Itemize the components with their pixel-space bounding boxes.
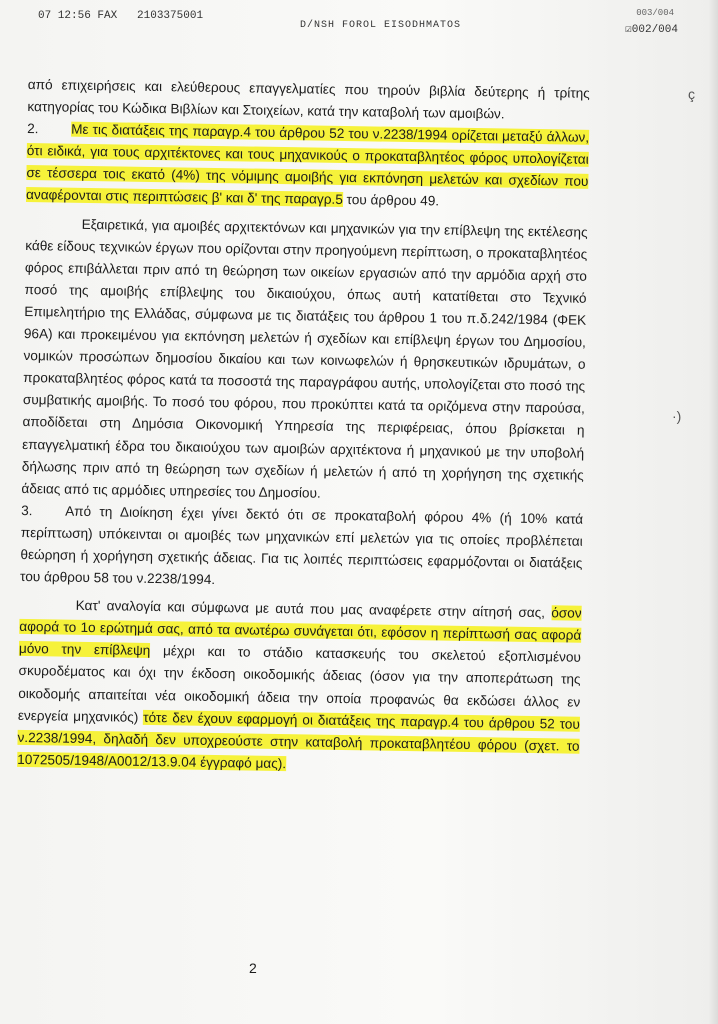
highlighted-text: Με τις διατάξεις της παραγρ.4 του άρθρου 52 του ν.2238/1994 ορίζεται μεταξύ άλλων, ότι ειδικά, για τους αρχιτέκτονες και τους μηχανικούς ο προκαταβλητέος φόρος υπολογίζεται σε τέσσερα τοις εκατό (4%) της νόμιμης αμοιβής για εκπόνηση μελετών και σχεδίων που αναφέρονται στις περιπτώσεις β' και δ' της παραγρ.5 bbox=[25, 121, 590, 208]
text-segment: Εξαιρετικά, για αμοιβές αρχιτεκτόνων και μηχανικών για την επίβλεψη της εκτέλεσης κάθε είδους τεχνικών έργων που ορίζονται στην προηγούμενη περίπτωση, ο προκαταβλητέος φόρος επιβάλλεται πριν από τη θεώρηση των οικείων εργασιών από την αρμόδια αρχή στο ποσό της αμοιβής επίβλεψης του δικαιούχου, όπως αυτή κατατίθεται στο Τεχνικό Επιμελητήριο της Ελλάδας, σύμφωνα με τις διατάξεις του άρθρου 1 του π.δ.242/1984 (ΦΕΚ 96Α) και προκειμένου για εκπόνηση μελετών ή σχεδίων και επίβλεψη έργων του Δημοσίου, νομικών προσώπων δημοσίου δικαίου και των κοινωφελών ή θρησκευτικών ιδρυμάτων, ο προκαταβλητέος φόρος κατά τα ποσοστά της παραγράφου αυτής, υπολογίζεται στο ποσό της συμβατικής αμοιβής. Το ποσό του φόρου, που προκύπτει κατά τα οριζόμενα στην παρούσα, αποδίδεται στη Δημόσια Οικονομική Υπηρεσία της περιφέρειας, όπου βρίσκεται η επαγγελματική έδρα του δικαιούχου των αμοιβών αρχιτέκτονα ή μηχανικού με την υποβολή δήλωσης πριν από τη θεώρηση των σχεδίων ή μελετών ή από τη χορήγηση της σχετικής άδειας από τις αρμόδιες υπηρεσίες του Δημοσίου. bbox=[21, 216, 588, 501]
fax-page-counter: ☑002/004 bbox=[625, 24, 678, 36]
fax-department: D/NSH FOROL EISODHMATOS bbox=[300, 20, 462, 31]
paragraph-number: 2. bbox=[27, 121, 39, 137]
margin-mark: ç bbox=[688, 86, 695, 102]
paragraph bbox=[21, 213, 587, 509]
fax-number: 2103375001 bbox=[137, 10, 204, 22]
text-segment: μέχρι και το στάδιο κατασκευής του σκελετού εξοπλισμένου σκυροδέματος και όχι την έκδοση οικοδομικής άδειας (όσον για την αποπεράτωση της οικοδομής απαιτείται νέα οικοδομική άδεια την οποία προφανώς θα εκδώσει άλλος εν ενεργεία μηχανικός) bbox=[17, 643, 582, 725]
paragraph-number: 3. bbox=[21, 502, 33, 518]
paragraph bbox=[26, 118, 589, 215]
highlighted-text: όσον αφορά το 1ο ερώτημά σας, από τα ανωτέρω συνάγεται ότι, εφόσον η περίπτωσή σας αφορά μόνο την επίβλεψη bbox=[18, 605, 582, 659]
text-segment: Από τη Διοίκηση έχει γίνει δεκτό ότι σε προκαταβολή φόρου 4% (ή 10% κατά περίπτωση) υπόκεινται οι αμοιβές των μηχανικών επί μελετών για τις οποίες προβλέπεται θεώρηση ή χορήγηση σχετικής άδειας. Για τις λοιπές περιπτώσεις εφαρμόζονται οι διατάξεις του άρθρου 58 του ν.2238/1994. bbox=[19, 503, 584, 588]
page-number: 2 bbox=[249, 960, 257, 976]
document-body bbox=[17, 74, 590, 780]
fax-header bbox=[38, 6, 678, 40]
text-segment: του άρθρου 49. bbox=[342, 192, 440, 209]
fax-page-counter-faint: 003/004 bbox=[636, 8, 674, 18]
text-segment: Κατ' αναλογία και σύμφωνα με αυτά που μας αναφέρετε στην αίτησή σας, bbox=[75, 597, 552, 621]
fax-page-icon: ☑ bbox=[625, 24, 632, 36]
paragraph bbox=[17, 594, 582, 780]
paragraph bbox=[20, 500, 583, 597]
margin-mark: ·) bbox=[672, 408, 682, 424]
fax-datetime: 07 12:56 FAX 2103375001 bbox=[38, 10, 204, 22]
page-edge-shadow bbox=[708, 0, 718, 1024]
text-segment: από επιχειρήσεις και ελεύθερους επαγγελματίες που τηρούν βιβλία δεύτερης ή τρίτης κατηγορίας του Κώδικα Βιβλίων και Στοιχείων, κατά την καταβολή των αμοιβών. bbox=[27, 76, 590, 122]
highlighted-text: τότε δεν έχουν εφαρμογή οι διατάξεις της παραγρ.4 του άρθρου 52 του ν.2238/1994, δηλαδή δεν υποχρεούστε στην καταβολή προκαταβλητέου φόρου (σχετ. το 1072505/1948/Α0012/13.9.04 έγγραφό μας). bbox=[17, 709, 580, 771]
